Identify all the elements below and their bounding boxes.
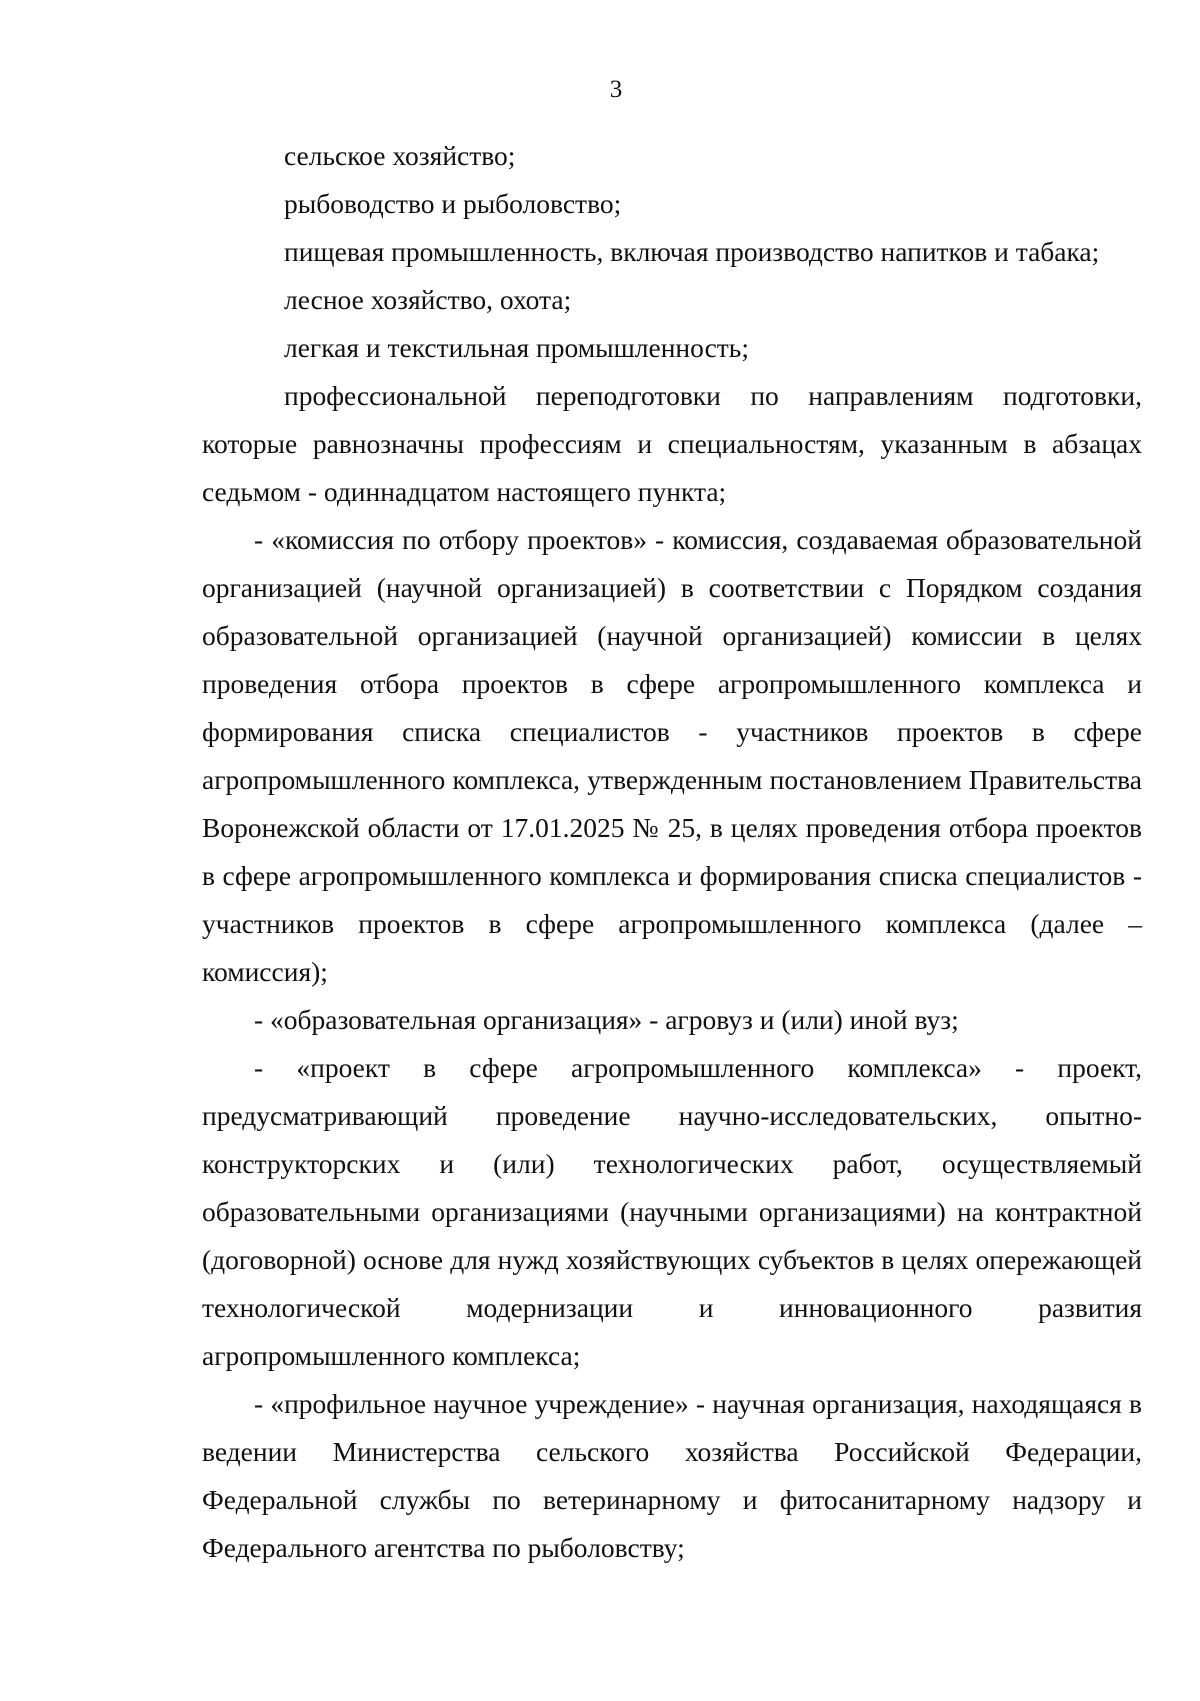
paragraph-educational-organization: - «образовательная организация» - агровуз и (или) иной вуз; bbox=[254, 1004, 959, 1035]
list-item-agriculture: сельское хозяйство; bbox=[284, 140, 516, 171]
document-body bbox=[202, 132, 1142, 1572]
list-item-light-industry: легкая и текстильная промышленность; bbox=[284, 332, 749, 363]
paragraph-retraining: профессиональной переподготовки по направлениям подготовки, которые равнозначны профессиям и специальностям, указанным в абзацах седьмом - одиннадцатом настоящего пункта; bbox=[202, 380, 1142, 507]
paragraph-specialized-institution: - «профильное научное учреждение» - научная организация, находящаяся в ведении Министерства сельского хозяйства Российской Федерации, Федеральной службы по ветеринарному и фитосанитарному надзору и Федерального агентства по рыболовству; bbox=[202, 1388, 1142, 1563]
list-item-food-industry: пищевая промышленность, включая производство напитков и табака; bbox=[284, 236, 1100, 267]
list-item-forestry: лесное хозяйство, охота; bbox=[284, 284, 572, 315]
paragraph-selection-commission: - «комиссия по отбору проектов» - комиссия, создаваемая образовательной организацией (научной организацией) в соответствии с Порядком создания образовательной организацией (научной организацией) комиссии в целях проведения отбора проектов в сфере агропромышленного комплекса и формирования списка специалистов - участников проектов в сфере агропромышленного комплекса, утвержденным постановлением Правительства Воронежской области от 17.01.2025 № 25, в целях проведения отбора проектов в сфере агропромышленного комплекса и формирования списка специалистов - участников проектов в сфере агропромышленного комплекса (далее – комиссия); bbox=[202, 524, 1142, 987]
page-number: 3 bbox=[609, 76, 623, 103]
paragraph-agro-project: - «проект в сфере агропромышленного комплекса» - проект, предусматривающий проведение научно-исследовательских, опытно-конструкторских и (или) технологических работ, осуществляемый образовательными организациями (научными организациями) на контрактной (договорной) основе для нужд хозяйствующих субъектов в целях опережающей технологической модернизации и инновационного развития агропромышленного комплекса; bbox=[202, 1052, 1142, 1371]
list-item-fishery: рыбоводство и рыболовство; bbox=[284, 188, 622, 219]
